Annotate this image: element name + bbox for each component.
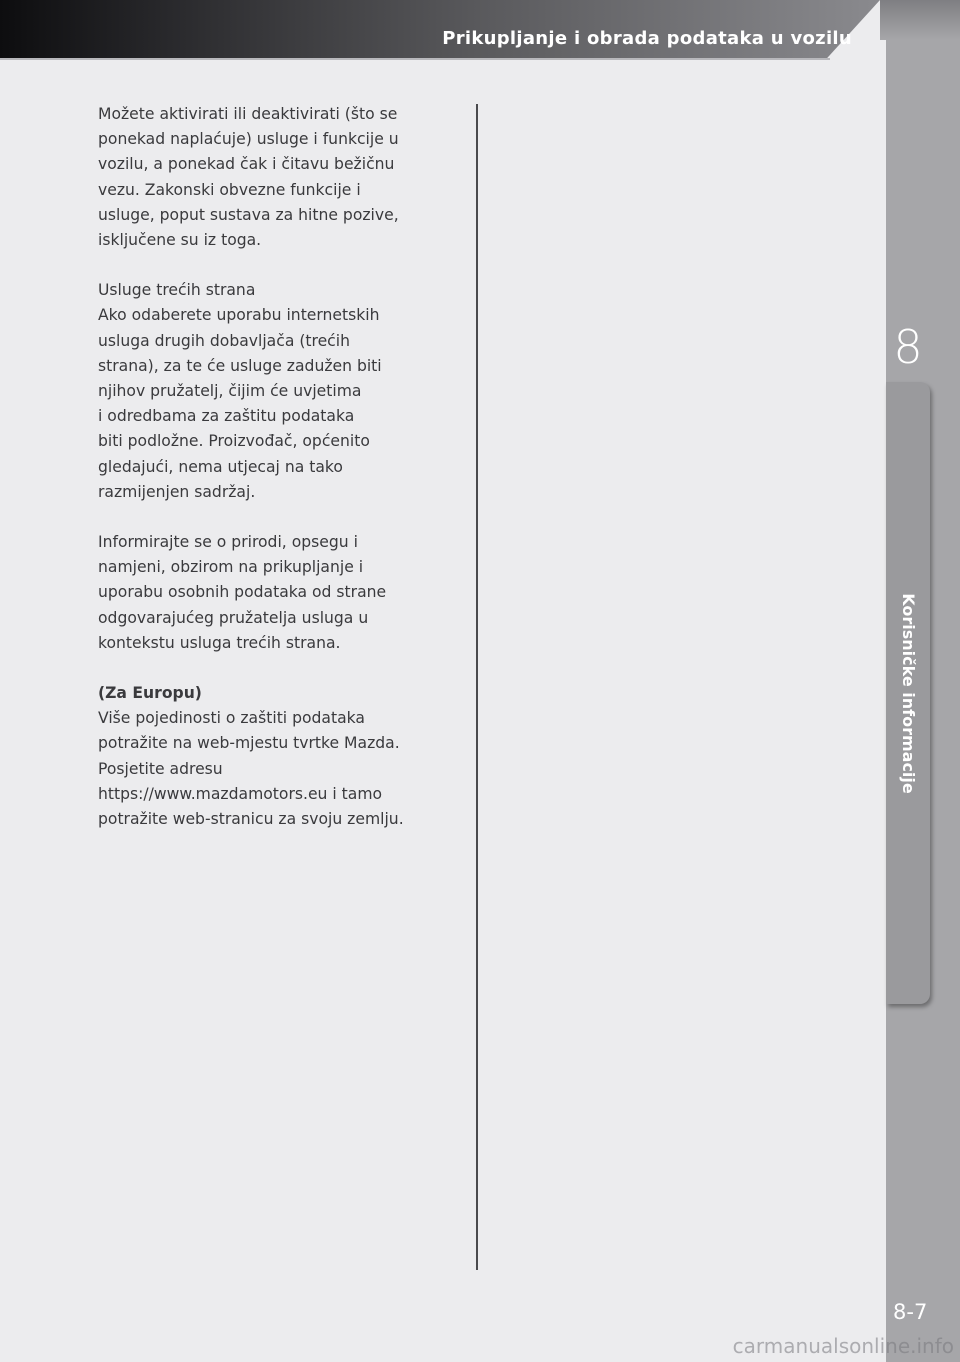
paragraph-europe-body: Više pojedinosti o zaštiti podataka potražite na web-mjestu tvrtke Mazda. Posjetite adresu https://www.mazdamotors.eu i tamo potražite web-stranicu za svoju zemlju. <box>98 709 404 829</box>
paragraph-inform-yourself: Informirajte se o prirodi, opsegu i namjeni, obzirom na prikupljanje i uporabu osobnih podataka od strane odgovarajućeg pružatelja usluga u kontekstu usluga trećih strana. <box>98 533 387 652</box>
column-divider <box>476 104 478 1270</box>
header-divider <box>0 58 830 60</box>
paragraph-europe <box>98 681 462 706</box>
chapter-number: 8 <box>893 320 923 374</box>
paragraph-services-toggle: Možete aktivirati ili deaktivirati (što se ponekad naplaćuje) usluge i funkcije u vozilu, a ponekad čak i čitavu bežičnu vezu. Zakonski obvezne funkcije i usluge, poput sustava za hitne pozive, isključene su iz toga. <box>98 105 399 250</box>
watermark: carmanualsonline.info <box>732 1334 954 1358</box>
chapter-title: Korisničke informacije <box>898 592 918 794</box>
chapter-tab-label <box>886 382 930 1004</box>
paragraph-third-party-services: Usluge trećih strana Ako odaberete uporabu internetskih usluga drugih dobavljača (trećih strana), za te će usluge zadužen biti njihov pružatelj, čijim će uvjetima i odredbama za zaštitu podataka biti podložne. Proizvođač, općenito gledajući, nema utjecaj na tako razmijenjen sadržaj. <box>98 281 382 501</box>
side-band-top <box>880 0 960 40</box>
europe-heading: (Za Europu) <box>98 684 202 703</box>
page-number: 8-7 <box>893 1300 928 1324</box>
section-title: Prikupljanje i obrada podataka u vozilu <box>442 28 852 49</box>
body-text <box>98 102 462 857</box>
